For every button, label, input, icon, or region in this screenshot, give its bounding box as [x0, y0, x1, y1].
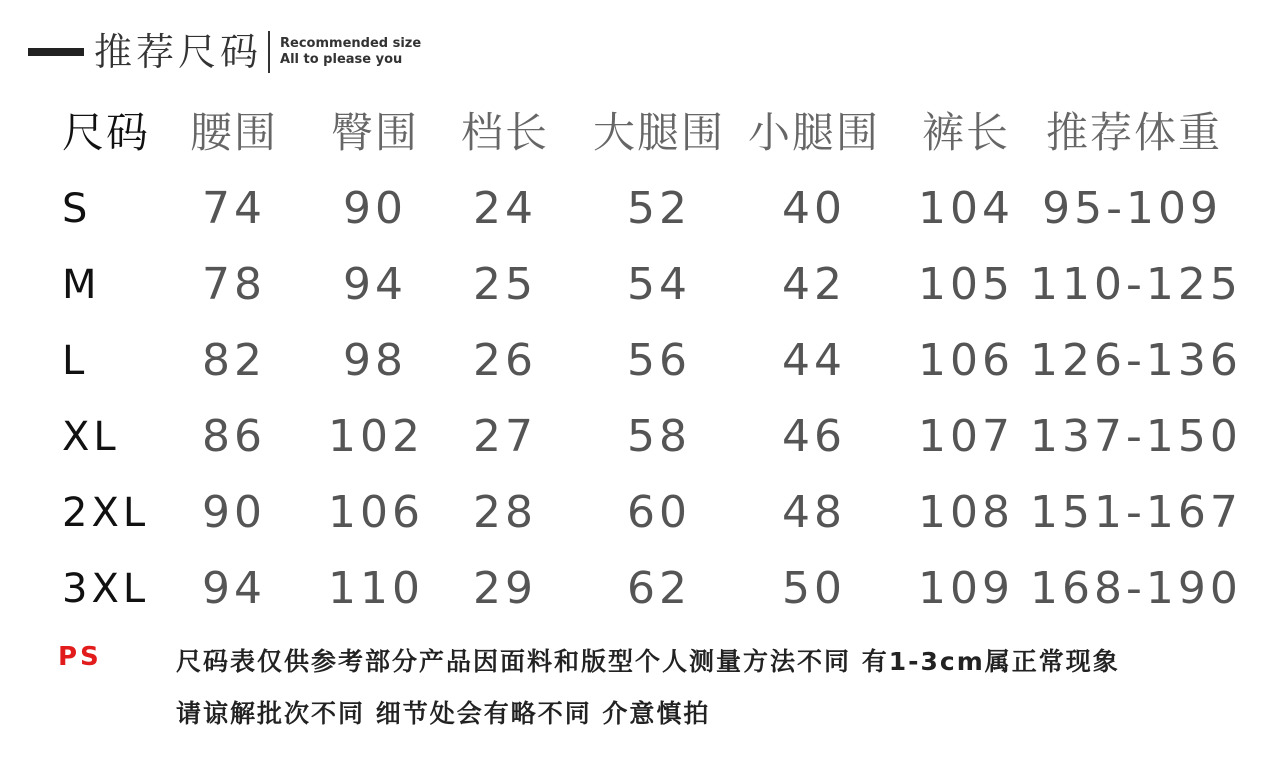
column-header-length: 裤长	[921, 108, 1010, 157]
column-header-calf: 小腿围	[747, 108, 880, 157]
cell-calf: 46	[782, 411, 846, 462]
cell-length: 107	[918, 411, 1014, 462]
cell-hip: 90	[343, 183, 407, 234]
ps-label: PS	[58, 642, 102, 672]
cell-hip: 98	[343, 335, 407, 386]
column-header-rise: 档长	[460, 108, 549, 157]
column-header-size: 尺码	[62, 108, 151, 157]
column-header-waist: 腰围	[189, 108, 278, 157]
cell-rise: 28	[473, 487, 537, 538]
cell-calf: 42	[782, 259, 846, 310]
table-row	[0, 171, 1280, 247]
cell-rise: 25	[473, 259, 537, 310]
cell-size: M	[62, 262, 101, 308]
cell-thigh: 62	[627, 563, 691, 614]
header-accent-bar	[28, 48, 84, 56]
column-header-thigh: 大腿围	[592, 108, 725, 157]
cell-size: L	[62, 338, 89, 384]
cell-waist: 74	[202, 183, 266, 234]
cell-length: 104	[918, 183, 1014, 234]
header-subtitle-line2: All to please you	[280, 52, 403, 67]
cell-size: 3XL	[62, 566, 150, 612]
table-row	[0, 475, 1280, 551]
table-header-row	[0, 95, 1280, 171]
cell-rise: 27	[473, 411, 537, 462]
cell-size: XL	[62, 414, 120, 460]
cell-weight: 126-136	[1030, 335, 1242, 386]
cell-weight: 95-109	[1042, 183, 1222, 234]
cell-length: 109	[918, 563, 1014, 614]
cell-weight: 137-150	[1030, 411, 1242, 462]
cell-length: 105	[918, 259, 1014, 310]
cell-weight: 151-167	[1030, 487, 1242, 538]
cell-rise: 24	[473, 183, 537, 234]
cell-waist: 94	[202, 563, 266, 614]
note-line-1: 尺码表仅供参考部分产品因面料和版型个人测量方法不同 有1-3cm属正常现象	[176, 647, 1120, 676]
header-subtitle-line1: Recommended size	[280, 36, 422, 51]
cell-length: 108	[918, 487, 1014, 538]
cell-waist: 86	[202, 411, 266, 462]
table-row	[0, 551, 1280, 627]
cell-waist: 82	[202, 335, 266, 386]
cell-length: 106	[918, 335, 1014, 386]
header-subtitle	[280, 36, 421, 68]
size-table	[0, 95, 1280, 627]
cell-thigh: 58	[627, 411, 691, 462]
cell-calf: 40	[782, 183, 846, 234]
cell-hip: 106	[328, 487, 424, 538]
cell-calf: 50	[782, 563, 846, 614]
cell-rise: 26	[473, 335, 537, 386]
table-row	[0, 323, 1280, 399]
cell-size: S	[62, 186, 92, 232]
cell-calf: 48	[782, 487, 846, 538]
cell-hip: 94	[343, 259, 407, 310]
cell-hip: 110	[328, 563, 424, 614]
cell-thigh: 52	[627, 183, 691, 234]
table-row	[0, 399, 1280, 475]
cell-weight: 110-125	[1030, 259, 1242, 310]
cell-thigh: 56	[627, 335, 691, 386]
cell-weight: 168-190	[1030, 563, 1242, 614]
cell-thigh: 60	[627, 487, 691, 538]
page-title: 推荐尺码	[94, 30, 263, 74]
header	[28, 28, 421, 76]
table-row	[0, 247, 1280, 323]
cell-rise: 29	[473, 563, 537, 614]
column-header-weight: 推荐体重	[1045, 108, 1222, 157]
cell-waist: 90	[202, 487, 266, 538]
cell-hip: 102	[328, 411, 424, 462]
cell-calf: 44	[782, 335, 846, 386]
cell-waist: 78	[202, 259, 266, 310]
column-header-hip: 臀围	[330, 108, 419, 157]
note-line-2: 请谅解批次不同 细节处会有略不同 介意慎拍	[176, 699, 711, 728]
header-divider	[268, 31, 270, 73]
cell-size: 2XL	[62, 490, 150, 536]
cell-thigh: 54	[627, 259, 691, 310]
